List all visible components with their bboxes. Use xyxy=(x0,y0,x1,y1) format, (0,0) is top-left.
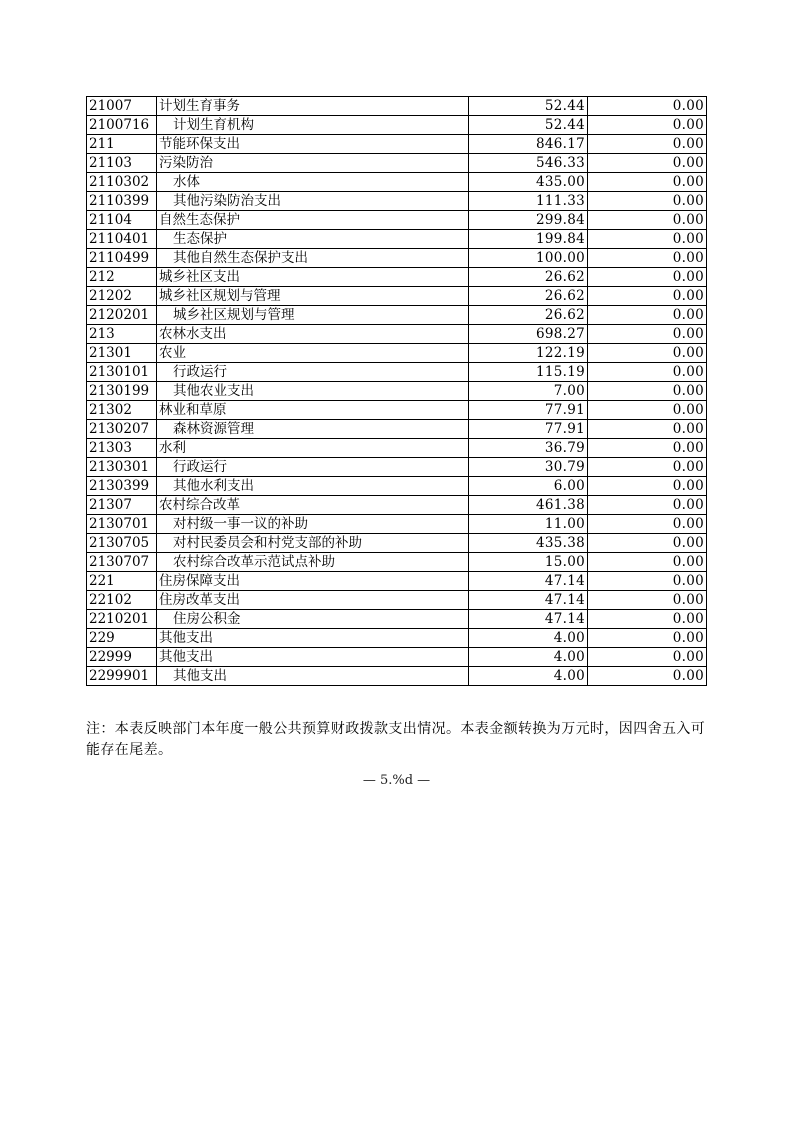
table-row xyxy=(87,420,707,439)
other-amount-cell: 0.00 xyxy=(588,648,707,667)
subject-name-cell: 计划生育机构 xyxy=(157,116,469,135)
subject-name-cell: 其他水利支出 xyxy=(157,477,469,496)
amount-cell: 52.44 xyxy=(469,97,588,116)
amount-cell: 26.62 xyxy=(469,287,588,306)
subject-name-cell: 农村综合改革 xyxy=(157,496,469,515)
subject-name-cell: 其他农业支出 xyxy=(157,382,469,401)
amount-cell: 36.79 xyxy=(469,439,588,458)
table-row xyxy=(87,382,707,401)
subject-name-cell: 住房保障支出 xyxy=(157,572,469,591)
amount-cell: 122.19 xyxy=(469,344,588,363)
subject-code-cell: 2110302 xyxy=(87,173,157,192)
table-row xyxy=(87,344,707,363)
subject-name-cell: 节能环保支出 xyxy=(157,135,469,154)
amount-cell: 77.91 xyxy=(469,401,588,420)
amount-cell: 77.91 xyxy=(469,420,588,439)
table-row xyxy=(87,648,707,667)
table-row xyxy=(87,477,707,496)
amount-cell: 11.00 xyxy=(469,515,588,534)
subject-code-cell: 21302 xyxy=(87,401,157,420)
subject-name-cell: 生态保护 xyxy=(157,230,469,249)
amount-cell: 846.17 xyxy=(469,135,588,154)
subject-name-cell: 农林水支出 xyxy=(157,325,469,344)
subject-name-cell: 行政运行 xyxy=(157,458,469,477)
subject-code-cell: 2130705 xyxy=(87,534,157,553)
subject-code-cell: 2130301 xyxy=(87,458,157,477)
amount-cell: 15.00 xyxy=(469,553,588,572)
table-row xyxy=(87,135,707,154)
subject-code-cell: 221 xyxy=(87,572,157,591)
amount-cell: 435.00 xyxy=(469,173,588,192)
subject-code-cell: 2100716 xyxy=(87,116,157,135)
table-row xyxy=(87,230,707,249)
other-amount-cell: 0.00 xyxy=(588,268,707,287)
amount-cell: 26.62 xyxy=(469,268,588,287)
other-amount-cell: 0.00 xyxy=(588,382,707,401)
subject-code-cell: 2210201 xyxy=(87,610,157,629)
table-row xyxy=(87,97,707,116)
other-amount-cell: 0.00 xyxy=(588,629,707,648)
table-row xyxy=(87,591,707,610)
subject-name-cell: 其他自然生态保护支出 xyxy=(157,249,469,268)
table-row xyxy=(87,401,707,420)
table-row xyxy=(87,363,707,382)
other-amount-cell: 0.00 xyxy=(588,154,707,173)
subject-name-cell: 其他支出 xyxy=(157,629,469,648)
other-amount-cell: 0.00 xyxy=(588,116,707,135)
subject-name-cell: 行政运行 xyxy=(157,363,469,382)
other-amount-cell: 0.00 xyxy=(588,211,707,230)
table-row xyxy=(87,534,707,553)
subject-name-cell: 其他支出 xyxy=(157,648,469,667)
table-note: 注：本表反映部门本年度一般公共预算财政拨款支出情况。本表金额转换为万元时，因四舍五入可能存在尾差。 xyxy=(86,721,706,758)
subject-code-cell: 2130707 xyxy=(87,553,157,572)
amount-cell: 52.44 xyxy=(469,116,588,135)
amount-cell: 100.00 xyxy=(469,249,588,268)
subject-name-cell: 其他污染防治支出 xyxy=(157,192,469,211)
other-amount-cell: 0.00 xyxy=(588,401,707,420)
expenditure-table xyxy=(86,96,707,686)
table-row xyxy=(87,306,707,325)
other-amount-cell: 0.00 xyxy=(588,325,707,344)
other-amount-cell: 0.00 xyxy=(588,287,707,306)
subject-code-cell: 21202 xyxy=(87,287,157,306)
subject-name-cell: 自然生态保护 xyxy=(157,211,469,230)
subject-name-cell: 城乡社区规划与管理 xyxy=(157,287,469,306)
table-row xyxy=(87,268,707,287)
subject-code-cell: 21104 xyxy=(87,211,157,230)
table-row xyxy=(87,116,707,135)
table-row xyxy=(87,439,707,458)
other-amount-cell: 0.00 xyxy=(588,477,707,496)
amount-cell: 698.27 xyxy=(469,325,588,344)
subject-name-cell: 对村级一事一议的补助 xyxy=(157,515,469,534)
other-amount-cell: 0.00 xyxy=(588,363,707,382)
amount-cell: 115.19 xyxy=(469,363,588,382)
table-row xyxy=(87,629,707,648)
other-amount-cell: 0.00 xyxy=(588,439,707,458)
subject-name-cell: 水体 xyxy=(157,173,469,192)
subject-code-cell: 2299901 xyxy=(87,667,157,686)
subject-name-cell: 农村综合改革示范试点补助 xyxy=(157,553,469,572)
table-row xyxy=(87,325,707,344)
amount-cell: 435.38 xyxy=(469,534,588,553)
subject-code-cell: 21307 xyxy=(87,496,157,515)
page-number: — 5.%d — xyxy=(362,773,431,788)
subject-name-cell: 城乡社区支出 xyxy=(157,268,469,287)
subject-code-cell: 2130199 xyxy=(87,382,157,401)
subject-code-cell: 212 xyxy=(87,268,157,287)
table-row xyxy=(87,553,707,572)
subject-name-cell: 城乡社区规划与管理 xyxy=(157,306,469,325)
amount-cell: 299.84 xyxy=(469,211,588,230)
amount-cell: 47.14 xyxy=(469,610,588,629)
amount-cell: 47.14 xyxy=(469,591,588,610)
subject-name-cell: 对村民委员会和村党支部的补助 xyxy=(157,534,469,553)
subject-code-cell: 22999 xyxy=(87,648,157,667)
amount-cell: 111.33 xyxy=(469,192,588,211)
subject-name-cell: 住房改革支出 xyxy=(157,591,469,610)
subject-code-cell: 211 xyxy=(87,135,157,154)
subject-name-cell: 农业 xyxy=(157,344,469,363)
amount-cell: 7.00 xyxy=(469,382,588,401)
other-amount-cell: 0.00 xyxy=(588,515,707,534)
other-amount-cell: 0.00 xyxy=(588,420,707,439)
amount-cell: 199.84 xyxy=(469,230,588,249)
subject-code-cell: 2110399 xyxy=(87,192,157,211)
other-amount-cell: 0.00 xyxy=(588,667,707,686)
amount-cell: 30.79 xyxy=(469,458,588,477)
table-row xyxy=(87,458,707,477)
subject-code-cell: 22102 xyxy=(87,591,157,610)
subject-name-cell: 森林资源管理 xyxy=(157,420,469,439)
table-row xyxy=(87,211,707,230)
other-amount-cell: 0.00 xyxy=(588,591,707,610)
table-body xyxy=(87,97,707,686)
subject-name-cell: 计划生育事务 xyxy=(157,97,469,116)
amount-cell: 4.00 xyxy=(469,629,588,648)
other-amount-cell: 0.00 xyxy=(588,230,707,249)
subject-code-cell: 2120201 xyxy=(87,306,157,325)
subject-code-cell: 2130701 xyxy=(87,515,157,534)
table-row xyxy=(87,249,707,268)
subject-code-cell: 2110401 xyxy=(87,230,157,249)
subject-code-cell: 21303 xyxy=(87,439,157,458)
amount-cell: 461.38 xyxy=(469,496,588,515)
other-amount-cell: 0.00 xyxy=(588,534,707,553)
other-amount-cell: 0.00 xyxy=(588,553,707,572)
subject-code-cell: 2110499 xyxy=(87,249,157,268)
subject-code-cell: 2130399 xyxy=(87,477,157,496)
amount-cell: 546.33 xyxy=(469,154,588,173)
amount-cell: 4.00 xyxy=(469,667,588,686)
subject-code-cell: 21103 xyxy=(87,154,157,173)
table-row xyxy=(87,173,707,192)
other-amount-cell: 0.00 xyxy=(588,249,707,268)
subject-name-cell: 污染防治 xyxy=(157,154,469,173)
amount-cell: 26.62 xyxy=(469,306,588,325)
table-row xyxy=(87,515,707,534)
amount-cell: 6.00 xyxy=(469,477,588,496)
subject-code-cell: 2130101 xyxy=(87,363,157,382)
subject-code-cell: 21007 xyxy=(87,97,157,116)
other-amount-cell: 0.00 xyxy=(588,97,707,116)
other-amount-cell: 0.00 xyxy=(588,173,707,192)
other-amount-cell: 0.00 xyxy=(588,192,707,211)
subject-name-cell: 林业和草原 xyxy=(157,401,469,420)
subject-name-cell: 水利 xyxy=(157,439,469,458)
amount-cell: 47.14 xyxy=(469,572,588,591)
other-amount-cell: 0.00 xyxy=(588,496,707,515)
table-row xyxy=(87,287,707,306)
table-row xyxy=(87,192,707,211)
other-amount-cell: 0.00 xyxy=(588,572,707,591)
subject-name-cell: 其他支出 xyxy=(157,667,469,686)
amount-cell: 4.00 xyxy=(469,648,588,667)
other-amount-cell: 0.00 xyxy=(588,306,707,325)
other-amount-cell: 0.00 xyxy=(588,135,707,154)
subject-name-cell: 住房公积金 xyxy=(157,610,469,629)
table-row xyxy=(87,610,707,629)
other-amount-cell: 0.00 xyxy=(588,344,707,363)
table-row xyxy=(87,667,707,686)
subject-code-cell: 21301 xyxy=(87,344,157,363)
subject-code-cell: 2130207 xyxy=(87,420,157,439)
other-amount-cell: 0.00 xyxy=(588,610,707,629)
table-row xyxy=(87,572,707,591)
subject-code-cell: 213 xyxy=(87,325,157,344)
table-row xyxy=(87,154,707,173)
table-row xyxy=(87,496,707,515)
other-amount-cell: 0.00 xyxy=(588,458,707,477)
subject-code-cell: 229 xyxy=(87,629,157,648)
